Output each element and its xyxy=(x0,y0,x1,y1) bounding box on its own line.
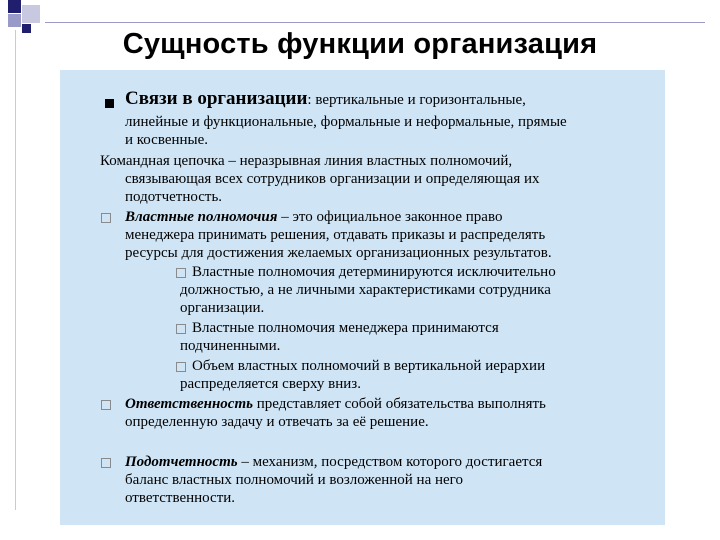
slide-title: Сущность функции организация xyxy=(122,28,598,60)
text-line: баланс властных полномочий и возложенной на него xyxy=(125,472,463,488)
square-bullet-icon xyxy=(105,99,114,108)
decor-square xyxy=(22,5,40,23)
text: представляет собой обязательства выполнять xyxy=(252,396,546,412)
text-line: ресурсы для достижения желаемых организационных результатов. xyxy=(125,245,552,261)
list-item xyxy=(125,208,502,226)
checkbox-bullet-icon xyxy=(101,458,111,468)
checkbox-bullet-icon xyxy=(101,400,111,410)
text: – механизм, посредством которого достигается xyxy=(237,454,543,470)
text-line: Властные полномочия менеджера принимаются xyxy=(192,320,499,336)
text-line: Объем властных полномочий в вертикальной иерархии xyxy=(192,358,546,374)
text-line: и косвенные. xyxy=(125,132,209,148)
text-line: менеджера принимать решения, отдавать приказы и распределять xyxy=(125,227,546,243)
content-panel xyxy=(60,70,665,525)
text-line: определенную задачу и отвечать за её решение. xyxy=(125,414,429,430)
text-line: Властные полномочия детерминируются исключительно xyxy=(192,264,556,280)
term-responsibility: Ответственность xyxy=(125,396,253,412)
text-line: линейные и функциональные, формальные и неформальные, прямые xyxy=(125,114,567,130)
text: : вертикальные и горизонтальные, xyxy=(307,92,526,108)
term-authority: Властные полномочия xyxy=(125,209,278,225)
checkbox-bullet-icon xyxy=(176,324,186,334)
decor-divider-vertical xyxy=(15,30,16,510)
term-accountability: Подотчетность xyxy=(125,454,238,470)
text-line: организации. xyxy=(180,300,265,316)
checkbox-bullet-icon xyxy=(101,213,111,223)
text-line: Командная цепочка – неразрывная линия властных полномочий, xyxy=(100,153,513,169)
list-item xyxy=(125,453,542,471)
text-line: должностью, а не личными характеристиками сотрудника xyxy=(180,282,551,298)
text-line: связывающая всех сотрудников организации и определяющая их xyxy=(125,171,540,187)
text: – это официальное законное право xyxy=(277,209,503,225)
text-line: распределяется сверху вниз. xyxy=(180,376,361,392)
checkbox-bullet-icon xyxy=(176,268,186,278)
term-links: Связи в организации xyxy=(125,88,308,109)
checkbox-bullet-icon xyxy=(176,362,186,372)
decor-divider-horizontal xyxy=(45,22,705,23)
text-line: ответственности. xyxy=(125,490,236,506)
list-item-head xyxy=(125,90,526,109)
text-line: подчиненными. xyxy=(180,338,281,354)
list-item xyxy=(125,395,546,413)
decor-square xyxy=(8,14,21,27)
decor-square xyxy=(8,0,21,13)
text-line: подотчетность. xyxy=(125,189,223,205)
